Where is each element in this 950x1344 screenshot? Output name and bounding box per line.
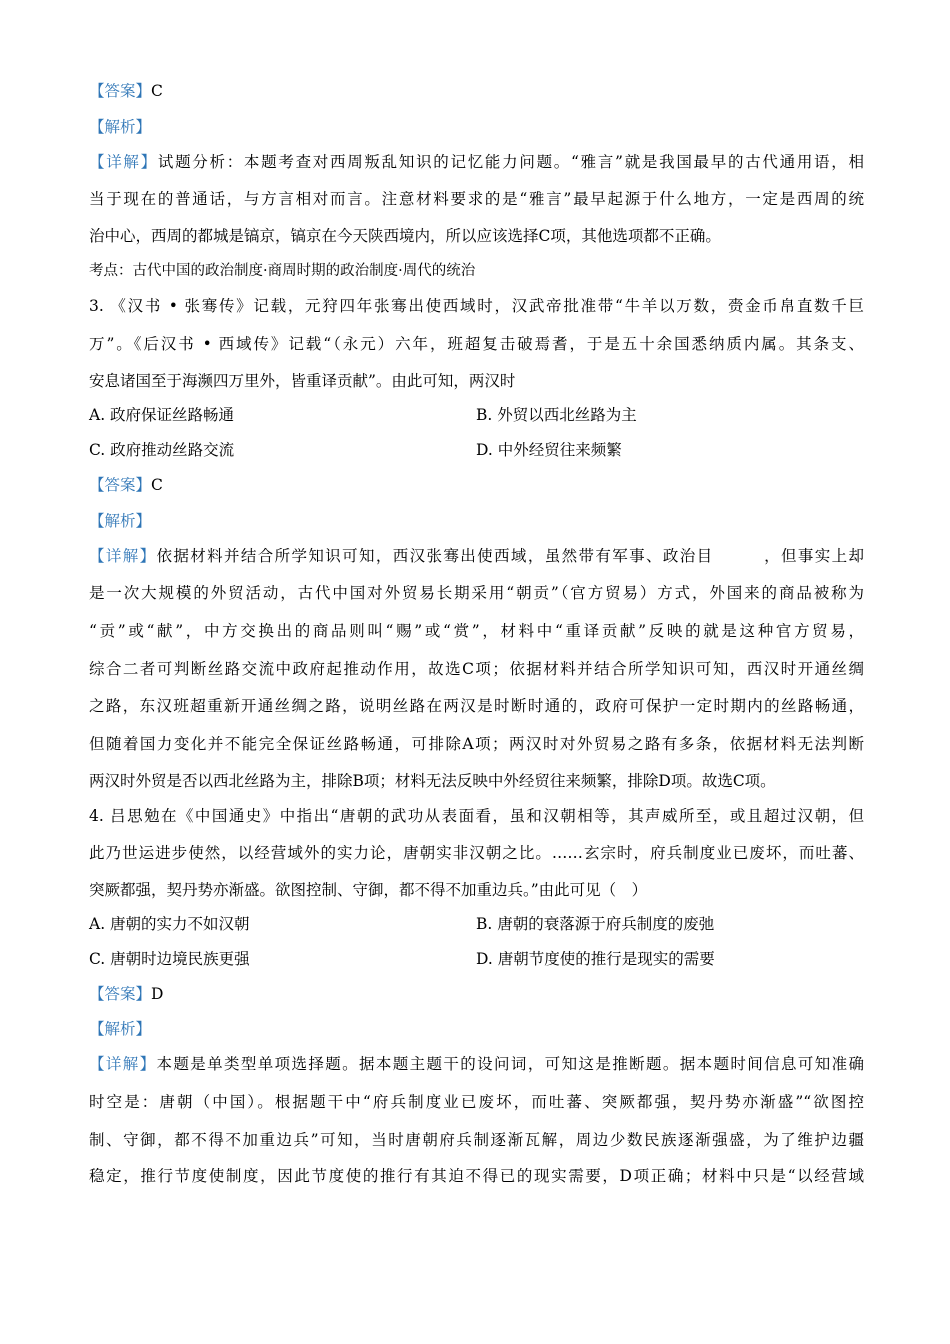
q3-option-a: A. 政府保证丝路畅通 (89, 406, 235, 424)
detail-tag: 【详解】 (89, 1055, 157, 1073)
analysis-tag: 【解析】 (89, 118, 152, 136)
analysis-tag: 【解析】 (89, 1020, 152, 1038)
q3-stem-line-2: 万”。《后汉书 • 西域传》记载“（永元）六年，班超复击破焉耆，于是五十余国悉纳质内属。其条支、 (89, 335, 864, 353)
q3-stem-line-1: 3. 《汉书 • 张骞传》记载，元狩四年张骞出使西域时，汉武帝批准带“牛羊以万数，赍金币帛直数千巨 (89, 297, 864, 315)
q4-stem-line-2: 此乃世运进步使然，以经营域外的实力论，唐朝实非汉朝之比。……玄宗时，府兵制度业已废坏，而吐蕃、 (89, 844, 864, 862)
q3-answer-line (89, 475, 869, 495)
detail-tag: 【详解】 (89, 547, 157, 565)
q4-detail-line-2: 时空是：唐朝（中国）。根据题干中“府兵制度业已废坏，而吐蕃、突厥都强，契丹势亦渐盛”“欲图控 (89, 1093, 864, 1111)
q2-answer-value: C (151, 82, 163, 100)
q4-option-b: B. 唐朝的衰落源于府兵制度的废弛 (476, 915, 715, 933)
q3-detail-line-1: 【详解】依据材料并结合所学知识可知，西汉张骞出使西域，虽然带有军事、政治目 ，但事实上却 (89, 547, 864, 565)
q3-option-d: D. 中外经贸往来频繁 (476, 441, 622, 459)
q3-detail-line-3: “贡”或“献”，中方交换出的商品则叫“赐”或“赏”，材料中“重译贡献”反映的就是这种官方贸易， (89, 622, 864, 640)
q2-answer-line (89, 81, 869, 101)
q4-answer-line (89, 984, 869, 1004)
q3-analysis-heading (89, 511, 869, 531)
detail-tag: 【详解】 (89, 153, 158, 171)
answer-tag: 【答案】 (89, 476, 152, 494)
answer-tag: 【答案】 (89, 985, 152, 1003)
q2-kaodian: 考点：古代中国的政治制度·商周时期的政治制度·周代的统治 (89, 263, 476, 279)
q3-detail-line-5: 之路，东汉班超重新开通丝绸之路，说明丝路在两汉是时断时通的，政府可保护一定时期内的丝路畅通， (89, 697, 864, 715)
q4-option-d: D. 唐朝节度使的推行是现实的需要 (476, 950, 715, 968)
analysis-tag: 【解析】 (89, 512, 152, 530)
q2-detail-line-3: 治中心，西周的都城是镐京，镐京在今天陕西境内，所以应该选择C项，其他选项都不正确。 (89, 227, 721, 245)
q4-stem-line-1: 4. 吕思勉在《中国通史》中指出“唐朝的武功从表面看，虽和汉朝相等，其声威所至，或且超过汉朝，但 (89, 807, 864, 825)
q2-analysis-heading (89, 117, 869, 137)
q3-stem-line-3: 安息诸国至于海濒四万里外，皆重译贡献”。由此可知，两汉时 (89, 372, 516, 390)
q4-detail-line-3: 制、守御，都不得不加重边兵”可知，当时唐朝府兵制逐渐瓦解，周边少数民族逐渐强盛，为了维护边疆 (89, 1131, 864, 1149)
q2-detail-line-1: 【详解】试题分析：本题考查对西周叛乱知识的记忆能力问题。“雅言”就是我国最早的古代通用语，相 (89, 153, 864, 171)
answer-tag: 【答案】 (89, 82, 152, 100)
q4-detail-line-4: 稳定，推行节度使制度，因此节度使的推行有其迫不得已的现实需要，D项正确；材料中只是“以经营域 (89, 1167, 864, 1185)
q3-detail-line-7: 两汉时外贸是否以西北丝路为主，排除B项；材料无法反映中外经贸往来频繁，排除D项。故选C项。 (89, 772, 776, 790)
q4-detail-line-1: 【详解】本题是单类型单项选择题。据本题主题干的设问词，可知这是推断题。据本题时间信息可知准确 (89, 1055, 864, 1073)
q3-option-b: B. 外贸以西北丝路为主 (476, 406, 637, 424)
q4-option-c: C. 唐朝时边境民族更强 (89, 950, 250, 968)
q2-detail-line-2: 当于现在的普通话，与方言相对而言。注意材料要求的是“雅言”最早起源于什么地方，一定是西周的统 (89, 190, 864, 208)
q3-detail-line-6: 但随着国力变化并不能完全保证丝路畅通，可排除A项；两汉时对外贸易之路有多条，依据材料无法判断 (89, 735, 864, 753)
q3-answer-value: C (151, 476, 163, 494)
q3-detail-line-4: 综合二者可判断丝路交流中政府起推动作用，故选C项；依据材料并结合所学知识可知，西汉时开通丝绸 (89, 660, 864, 678)
q4-analysis-heading (89, 1019, 869, 1039)
q3-option-c: C. 政府推动丝路交流 (89, 441, 235, 459)
q4-answer-value: D (151, 985, 164, 1003)
q4-stem-line-3: 突厥都强，契丹势亦渐盛。欲图控制、守御，都不得不加重边兵。”由此可见（ ） (89, 881, 648, 899)
q4-option-a: A. 唐朝的实力不如汉朝 (89, 915, 250, 933)
q3-detail-line-2: 是一次大规模的外贸活动，古代中国对外贸易长期采用“朝贡”（官方贸易）方式，外国来的商品被称为 (89, 584, 864, 602)
